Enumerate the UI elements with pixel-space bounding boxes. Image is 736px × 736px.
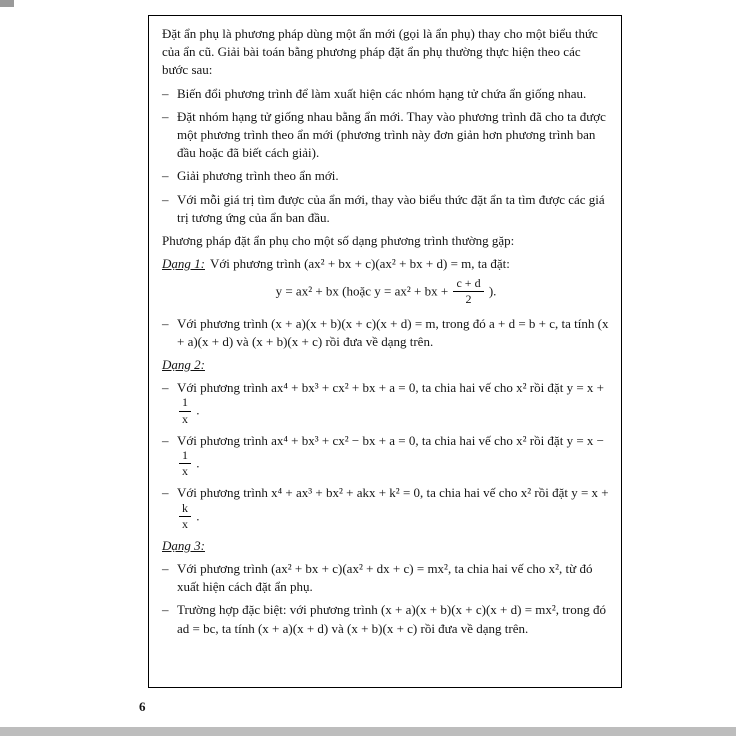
dang3-item xyxy=(162,601,610,637)
fraction-numerator: k xyxy=(179,502,191,517)
formula-post: ). xyxy=(485,283,497,299)
bullet-dash: – xyxy=(162,561,169,577)
dang1-heading xyxy=(162,255,610,273)
step-text: Biến đổi phương trình để làm xuất hiện các nhóm hạng tử chứa ẩn giống nhau. xyxy=(177,85,587,101)
lead-paragraph: Phương pháp đặt ẩn phụ cho một số dạng phương trình thường gặp: xyxy=(162,232,515,248)
fraction-denominator: 2 xyxy=(465,292,472,307)
dang3-item-text: Với phương trình (ax² + bx + c)(ax² + dx + c) = mx², ta chia hai vế cho x², từ đó xuất hiện cách đặt ẩn phụ. xyxy=(177,561,593,595)
fraction-numerator: c + d xyxy=(453,277,483,292)
page-content-box xyxy=(148,15,622,688)
dang3-label: Dạng 3: xyxy=(162,537,205,553)
text-run: . xyxy=(193,403,200,419)
step-text: Đặt nhóm hạng tử giống nhau bằng ẩn mới. Thay vào phương trình đã cho ta được một phương trình theo ẩn mới (phương trình này đơn giản hơn phương trình ban đầu hoặc đã biết cách giải). xyxy=(177,108,606,161)
dang1-intro-text: Với phương trình (ax² + bx + c)(ax² + bx + d) = m, ta đặt: xyxy=(209,256,510,272)
fraction xyxy=(453,277,483,306)
bullet-dash: – xyxy=(162,602,169,618)
dang3-item-text: Trường hợp đặc biệt: với phương trình (x + a)(x + b)(x + c)(x + d) = mx², trong đó ad = bc, ta tính (x + a)(x + d) và (x + b)(x + c) rồi đưa về dạng trên. xyxy=(177,602,606,636)
step-text: Giải phương trình theo ẩn mới. xyxy=(177,168,339,184)
dang2-item xyxy=(162,432,610,480)
dang2-item-text xyxy=(177,432,610,480)
dang2-item xyxy=(162,484,610,532)
scan-strip xyxy=(0,727,736,736)
text-run: . xyxy=(193,508,200,524)
fraction-numerator: 1 xyxy=(179,449,191,464)
dang1-label: Dạng 1: xyxy=(162,256,205,272)
bullet-dash: – xyxy=(162,168,169,184)
step-item xyxy=(162,85,610,103)
formula-pre: y = ax² + bx (hoặc y = ax² + bx + xyxy=(275,283,452,299)
fraction-denominator: x xyxy=(182,464,188,479)
dang2-item-text xyxy=(177,484,610,532)
dang1-note-item xyxy=(162,315,610,351)
text-run: . xyxy=(193,455,200,471)
bullet-dash: – xyxy=(162,85,169,101)
page-number: 6 xyxy=(139,699,146,714)
dang1-note-text: Với phương trình (x + a)(x + b)(x + c)(x + d) = m, trong đó a + d = b + c, ta tính (x + a)(x + d) và (x + b)(x + c) rồi đưa về dạng trên. xyxy=(177,315,609,349)
bullet-dash: – xyxy=(162,432,169,448)
bullet-dash: – xyxy=(162,315,169,331)
text-run: Với phương trình ax⁴ + bx³ + cx² + bx + a = 0, ta chia hai vế cho x² rồi đặt y = x + xyxy=(177,380,604,396)
dang3-heading xyxy=(162,537,610,555)
dang2-item-text xyxy=(177,379,610,427)
dang3-item xyxy=(162,560,610,596)
dang2-heading xyxy=(162,356,610,374)
text-run: Với phương trình x⁴ + ax³ + bx² + akx + k² = 0, ta chia hai vế cho x² rồi đặt y = x + xyxy=(177,485,609,501)
scan-artifact xyxy=(0,0,14,7)
fraction-denominator: x xyxy=(182,516,188,531)
bullet-dash: – xyxy=(162,485,169,501)
bullet-dash: – xyxy=(162,108,169,124)
step-item xyxy=(162,191,610,227)
step-item xyxy=(162,167,610,185)
intro-paragraph: Đặt ẩn phụ là phương pháp dùng một ẩn mới (gọi là ẩn phụ) thay cho một biểu thức của ẩn cũ. Giải bài toán bằng phương pháp đặt ẩn phụ thường thực hiện theo các bước sau: xyxy=(162,26,598,78)
dang1-formula xyxy=(162,278,610,307)
bullet-dash: – xyxy=(162,380,169,396)
bullet-dash: – xyxy=(162,191,169,207)
fraction-denominator: x xyxy=(182,411,188,426)
text-run: Với phương trình ax⁴ + bx³ + cx² − bx + a = 0, ta chia hai vế cho x² rồi đặt y = x − xyxy=(177,432,604,448)
dang2-label: Dạng 2: xyxy=(162,357,205,372)
fraction-numerator: 1 xyxy=(179,396,191,411)
step-text: Với mỗi giá trị tìm được của ẩn mới, thay vào biểu thức đặt ẩn ta tìm được các giá trị tương ứng của ẩn ban đầu. xyxy=(177,191,605,225)
fraction xyxy=(179,396,191,425)
step-item xyxy=(162,108,610,163)
fraction xyxy=(179,502,191,531)
fraction xyxy=(179,449,191,478)
dang2-item xyxy=(162,379,610,427)
